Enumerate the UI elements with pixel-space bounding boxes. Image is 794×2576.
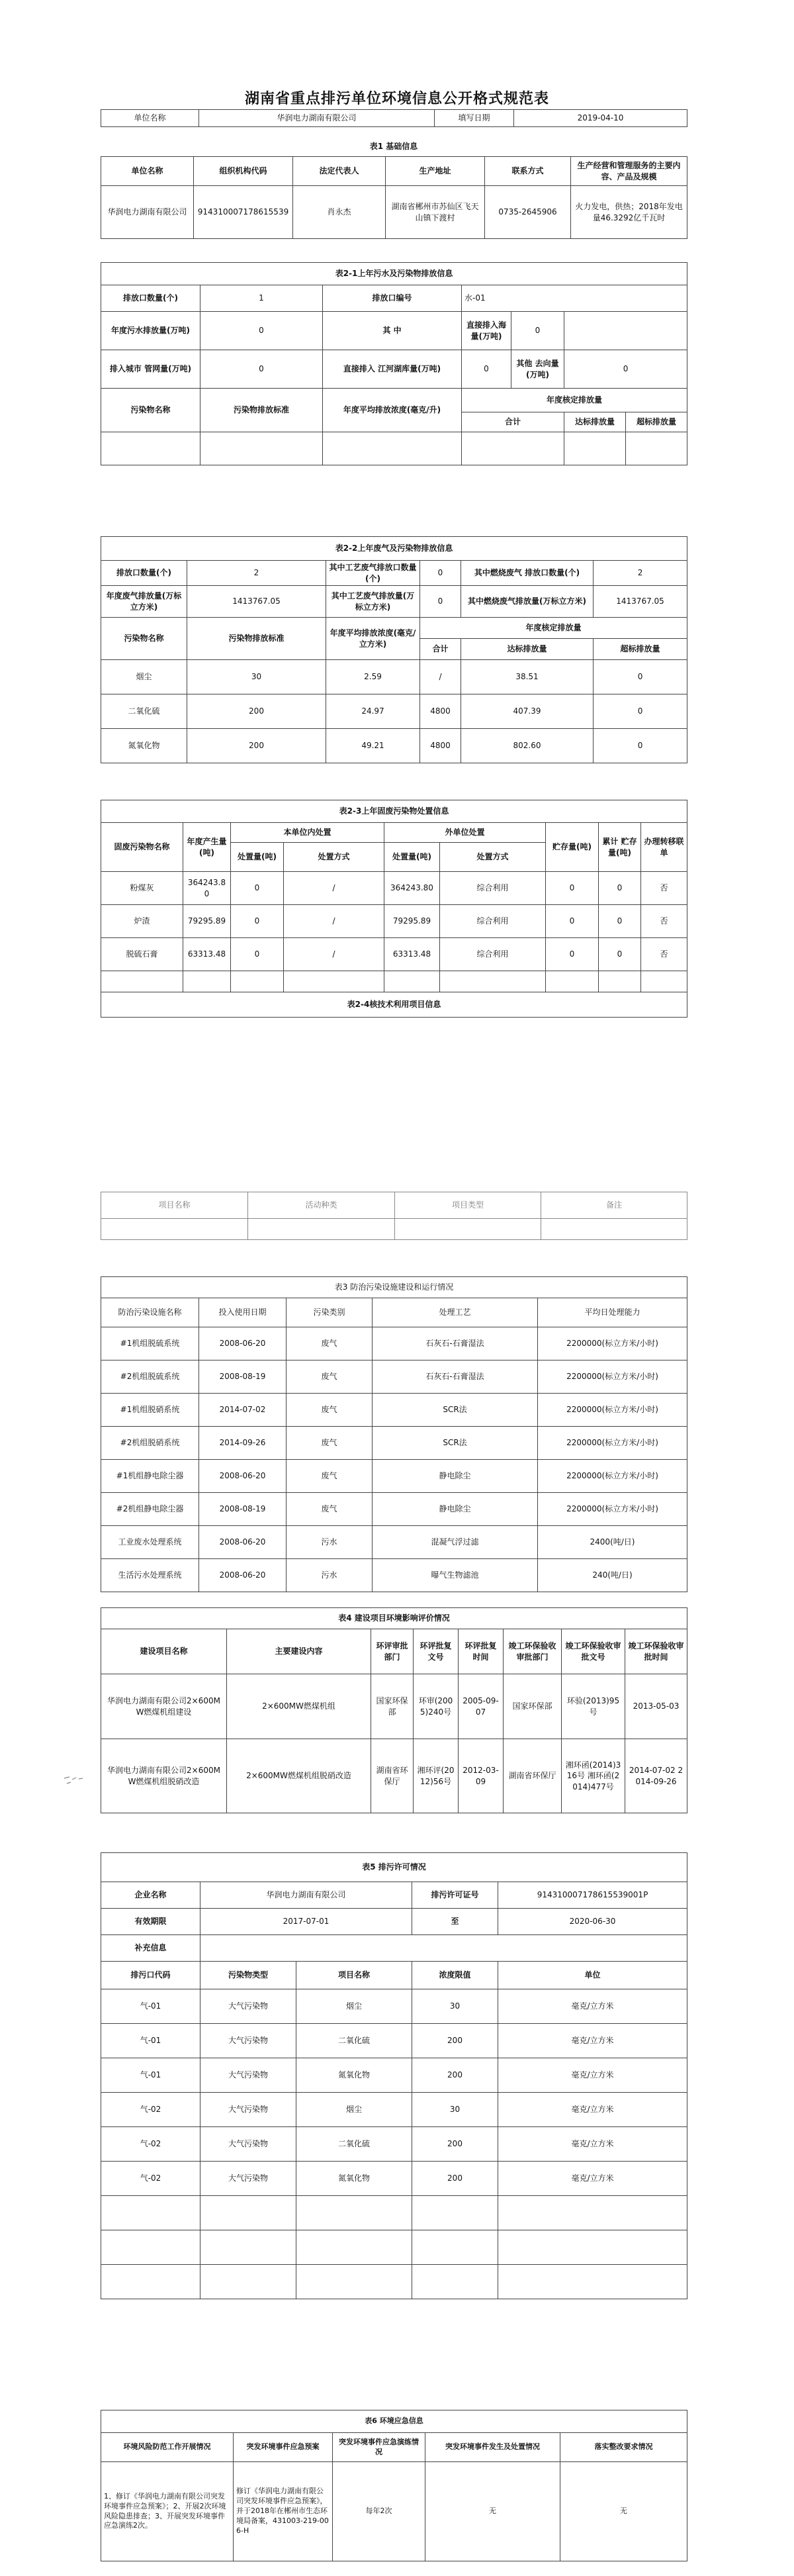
cell: 静电除尘	[373, 1493, 538, 1526]
table-row	[101, 1327, 687, 1360]
table-row	[101, 1493, 687, 1526]
cell: 364243.80	[384, 872, 440, 905]
transfer-form-header: 办理转移联单	[641, 823, 687, 872]
external-disposal-header: 外单位处置	[384, 823, 546, 843]
total-header: 合计	[462, 412, 564, 432]
cell: 2200000(标立方米/小时)	[538, 1493, 687, 1526]
cell: 环审(2005)240号	[414, 1674, 459, 1739]
gas-total-header: 合计	[420, 639, 461, 660]
table-row	[101, 1739, 687, 1813]
cell: 华润电力湖南有限公司2×600MW燃煤机组脱硝改造	[101, 1739, 227, 1813]
cell: 30	[412, 1989, 498, 2024]
cell: 污水	[287, 1526, 373, 1559]
cell: 否	[641, 938, 687, 971]
cell: 200	[412, 2058, 498, 2093]
solid-waste-table	[101, 800, 687, 1018]
table-row	[101, 1427, 687, 1460]
cell: 63313.48	[384, 938, 440, 971]
cell: 200	[412, 2127, 498, 2162]
cell: 2008-08-19	[199, 1493, 287, 1526]
gas-pollutant-header: 污染物名称	[101, 618, 187, 660]
table-row	[101, 660, 687, 694]
fill-date-label: 填写日期	[435, 110, 514, 127]
cell: 毫克/立方米	[498, 2058, 687, 2093]
annual-wastewater-label: 年度污水排放量(万吨)	[101, 312, 200, 350]
table-row	[101, 1526, 687, 1559]
cell: 大气污染物	[200, 2058, 296, 2093]
t1-header: 组织机构代码	[194, 157, 293, 186]
page-title: 湖南省重点排污单位环境信息公开格式规范表	[244, 91, 549, 107]
fuel-outlet-label: 其中燃烧废气 排放口数量(个)	[461, 561, 594, 586]
cell: 混凝气浮过滤	[373, 1526, 538, 1559]
cell: 30	[187, 660, 326, 694]
exhaust-gas-table	[101, 536, 687, 763]
cell: 200	[187, 729, 326, 763]
t1-header: 法定代表人	[293, 157, 386, 186]
table-row	[101, 2162, 687, 2196]
cell: 烟尘	[296, 1989, 412, 2024]
t4-header: 环评批复时间	[459, 1629, 504, 1674]
cell: 综合利用	[440, 872, 546, 905]
cell: 2008-06-20	[199, 1327, 287, 1360]
gas-avg-conc-header: 年度平均排放浓度(毫克/立方米)	[326, 618, 420, 660]
gas-exceed-header: 超标排放量	[594, 639, 687, 660]
table3-caption: 表3 防治污染设施建设和运行情况	[101, 1277, 687, 1298]
t6-header: 突发环境事件应急演练情况	[333, 2433, 425, 2462]
cell: 气-01	[101, 2024, 200, 2058]
gas-outlet-count-value: 2	[187, 561, 326, 586]
gas-approved-header: 年度核定排放量	[420, 618, 687, 639]
basic-info-table	[101, 156, 687, 239]
cell: 大气污染物	[200, 2024, 296, 2058]
cell: 2200000(标立方米/小时)	[538, 1394, 687, 1427]
cell: 2005-09-07	[459, 1674, 504, 1739]
cell: 毫克/立方米	[498, 2024, 687, 2058]
cell: 49.21	[326, 729, 420, 763]
cell: 大气污染物	[200, 2093, 296, 2127]
pollutant-name-header: 污染物名称	[101, 389, 200, 432]
out-way-header: 处置方式	[440, 843, 546, 872]
direct-sea-value: 0	[511, 312, 564, 350]
t3-header: 污染类别	[287, 1298, 373, 1327]
cell: 2008-06-20	[199, 1460, 287, 1493]
cell: 0	[594, 729, 687, 763]
cell: 2200000(标立方米/小时)	[538, 1327, 687, 1360]
cell: 综合利用	[440, 905, 546, 938]
table4-caption: 表4 建设项目环境影响评价情况	[101, 1608, 687, 1629]
table-row	[101, 729, 687, 763]
cumulative-storage-header: 累计 贮存量(吨)	[599, 823, 641, 872]
t4-header: 环评批复文号	[414, 1629, 459, 1674]
cell: /	[284, 905, 384, 938]
table-row	[101, 1989, 687, 2024]
cell: 2×600MW燃煤机组	[227, 1674, 371, 1739]
cell: #1机组脱硫系统	[101, 1327, 199, 1360]
fuel-outlet-value: 2	[594, 561, 687, 586]
process-gas-label: 其中工艺废气排放量(万标立方米)	[326, 586, 420, 618]
t4-header: 竣工环保验收审批文号	[562, 1629, 625, 1674]
unit-name-label: 单位名称	[101, 110, 199, 127]
cell: 湘环函(2014)316号 湘环函(2014)477号	[562, 1739, 625, 1813]
cell: 802.60	[461, 729, 594, 763]
t1-cell: 肖永杰	[293, 186, 386, 239]
validity-label: 有效期限	[101, 1909, 200, 1935]
cell: /	[284, 938, 384, 971]
cell: 脱硫石膏	[101, 938, 183, 971]
standard-header: 污染物排放标准	[200, 389, 323, 432]
gas-outlet-count-label: 排放口数量(个)	[101, 561, 187, 586]
cell: 毫克/立方米	[498, 2162, 687, 2196]
table-row	[101, 1559, 687, 1592]
cell: SCR法	[373, 1394, 538, 1427]
cell: #1机组脱硝系统	[101, 1394, 199, 1427]
wastewater-table	[101, 262, 687, 465]
cell: 曝气生物滤池	[373, 1559, 538, 1592]
cell: 大气污染物	[200, 2162, 296, 2196]
cell: 二氧化硫	[101, 694, 187, 729]
annual-gas-label: 年度废气排放量(万标立方米)	[101, 586, 187, 618]
table5-caption: 表5 排污许可情况	[101, 1853, 687, 1882]
t24-header: 活动种类	[248, 1192, 395, 1219]
incident-text: 无	[425, 2462, 560, 2561]
cell: 2013-05-03	[625, 1674, 687, 1739]
cell: 63313.48	[183, 938, 231, 971]
t3-header: 平均日处理能力	[538, 1298, 687, 1327]
t4-header: 建设项目名称	[101, 1629, 227, 1674]
direct-river-label: 直接排入 江河湖库量(万吨)	[323, 350, 462, 389]
process-outlet-value: 0	[420, 561, 461, 586]
outlet-no-label: 排放口编号	[323, 285, 462, 312]
other-dest-value: 0	[564, 350, 687, 389]
city-pipe-label: 排入城市 管网量(万吨)	[101, 350, 200, 389]
cell: 工业废水处理系统	[101, 1526, 199, 1559]
cell: 0	[231, 872, 284, 905]
table2-2-caption: 表2-2上年废气及污染物排放信息	[101, 537, 687, 561]
table-row	[101, 2024, 687, 2058]
cell: 国家环保部	[371, 1674, 414, 1739]
permit-no-value: 914310007178615539001P	[498, 1882, 687, 1909]
city-pipe-value: 0	[200, 350, 323, 389]
self-disposal-header: 本单位内处置	[231, 823, 384, 843]
cell: 2200000(标立方米/小时)	[538, 1360, 687, 1394]
cell: 烟尘	[296, 2093, 412, 2127]
other-dest-label: 其他 去向量(万吨)	[511, 350, 564, 389]
cell: 二氧化硫	[296, 2024, 412, 2058]
cell: 30	[412, 2093, 498, 2127]
cell: 0	[546, 905, 599, 938]
cell: 综合利用	[440, 938, 546, 971]
cell: 氮氧化物	[296, 2058, 412, 2093]
t1-cell: 914310007178615539	[194, 186, 293, 239]
cell: 污水	[287, 1559, 373, 1592]
table-row	[101, 1674, 687, 1739]
cell: 2012-03-09	[459, 1739, 504, 1813]
cell: 2014-07-02	[199, 1394, 287, 1427]
cell: 华润电力湖南有限公司2×600MW燃煤机组建设	[101, 1674, 227, 1739]
table6-caption: 表6 环境应急信息	[101, 2410, 687, 2433]
table-row	[101, 905, 687, 938]
t4-header: 竣工环保验收审批时间	[625, 1629, 687, 1674]
t1-header: 单位名称	[101, 157, 194, 186]
cell: 烟尘	[101, 660, 187, 694]
t5-header: 污染物类型	[200, 1962, 296, 1989]
cell: 2×600MW燃煤机组脱硝改造	[227, 1739, 371, 1813]
outlet-count-value: 1	[200, 285, 323, 312]
cell: 24.97	[326, 694, 420, 729]
table-row	[101, 938, 687, 971]
cell: #1机组静电除尘器	[101, 1460, 199, 1493]
cell: 407.39	[461, 694, 594, 729]
cell: 2014-09-26	[199, 1427, 287, 1460]
cell: 2008-06-20	[199, 1559, 287, 1592]
t6-header: 突发环境事件发生及处置情况	[425, 2433, 560, 2462]
cell: 0	[594, 694, 687, 729]
gas-compliant-header: 达标排放量	[461, 639, 594, 660]
waste-name-header: 固废污染物名称	[101, 823, 183, 872]
cell: 废气	[287, 1427, 373, 1460]
cell: 4800	[420, 729, 461, 763]
table-row	[101, 2127, 687, 2162]
t5-header: 单位	[498, 1962, 687, 1989]
self-qty-header: 处置量(吨)	[231, 843, 284, 872]
self-way-header: 处置方式	[284, 843, 384, 872]
storage-header: 贮存量(吨)	[546, 823, 599, 872]
cell: 2014-07-02 2014-09-26	[625, 1739, 687, 1813]
cell: /	[420, 660, 461, 694]
cell: #2机组静电除尘器	[101, 1493, 199, 1526]
t6-header: 突发环境事件应急预案	[234, 2433, 333, 2462]
cell: 炉渣	[101, 905, 183, 938]
cell: 生活污水处理系统	[101, 1559, 199, 1592]
direct-river-value: 0	[462, 350, 511, 389]
valid-from-value: 2017-07-01	[200, 1909, 412, 1935]
t4-header: 竣工环保验收审批部门	[504, 1629, 562, 1674]
table-row	[101, 2462, 687, 2561]
cell: 静电除尘	[373, 1460, 538, 1493]
cell: 0	[599, 872, 641, 905]
cell: 石灰石-石膏湿法	[373, 1327, 538, 1360]
outlet-count-label: 排放口数量(个)	[101, 285, 200, 312]
discharge-permit-table	[101, 1852, 687, 2299]
cell: 0	[546, 938, 599, 971]
cell: 国家环保部	[504, 1674, 562, 1739]
nuclear-tech-table	[101, 1192, 687, 1240]
cell: 废气	[287, 1394, 373, 1427]
cell: 氮氧化物	[296, 2162, 412, 2196]
table-row	[101, 1460, 687, 1493]
cell: 废气	[287, 1327, 373, 1360]
table2-1-caption: 表2-1上年污水及污染物排放信息	[101, 263, 687, 285]
gas-standard-header: 污染物排放标准	[187, 618, 326, 660]
table2-4-caption: 表2-4核技术利用项目信息	[101, 992, 687, 1018]
t5-header: 排污口代码	[101, 1962, 200, 1989]
cell: 2200000(标立方米/小时)	[538, 1427, 687, 1460]
cell: #2机组脱硝系统	[101, 1427, 199, 1460]
cell: 气-02	[101, 2127, 200, 2162]
pollution-facility-table	[101, 1276, 687, 1592]
t3-header: 防治污染设施名称	[101, 1298, 199, 1327]
approved-header: 年度核定排放量	[462, 389, 687, 412]
t3-header: 处理工艺	[373, 1298, 538, 1327]
fill-date-value: 2019-04-10	[514, 110, 687, 127]
cell: 粉煤灰	[101, 872, 183, 905]
eia-table	[101, 1607, 687, 1813]
table-row	[101, 694, 687, 729]
permit-no-label: 排污许可证号	[412, 1882, 498, 1909]
cell: 废气	[287, 1360, 373, 1394]
emergency-info-table	[101, 2410, 687, 2561]
avg-conc-header: 年度平均排放浓度(毫克/升)	[323, 389, 462, 432]
cell: 毫克/立方米	[498, 2093, 687, 2127]
cell: 79295.89	[183, 905, 231, 938]
among-label: 其 中	[323, 312, 462, 350]
cell: 0	[231, 905, 284, 938]
table-row	[101, 2058, 687, 2093]
exceed-header: 超标排放量	[626, 412, 687, 432]
t1-cell: 湖南省郴州市苏仙区飞天山镇下渡村	[386, 186, 485, 239]
valid-to-value: 2020-06-30	[498, 1909, 687, 1935]
cell: 废气	[287, 1460, 373, 1493]
cell: 毫克/立方米	[498, 1989, 687, 2024]
t1-cell: 0735-2645906	[485, 186, 571, 239]
cell: 240(吨/日)	[538, 1559, 687, 1592]
cell: 79295.89	[384, 905, 440, 938]
t1-header: 联系方式	[485, 157, 571, 186]
cell: 2008-08-19	[199, 1360, 287, 1394]
cell: 气-01	[101, 1989, 200, 2024]
cell: 湘环评(2012)56号	[414, 1739, 459, 1813]
header-table	[101, 109, 687, 127]
cell: #2机组脱硫系统	[101, 1360, 199, 1394]
process-gas-value: 0	[420, 586, 461, 618]
table1-caption: 表1 基础信息	[369, 142, 418, 151]
risk-prevention-text: 1、修订《华润电力湖南有限公司突发环境事件应急预案》；2、开展2次环境风险隐患排查；3、开展突发环境事件应急演练2次。	[101, 2462, 234, 2561]
cell: /	[284, 872, 384, 905]
t1-header: 生产地址	[386, 157, 485, 186]
drill-text: 每年2次	[333, 2462, 425, 2561]
cell: 2008-06-20	[199, 1526, 287, 1559]
cell: 石灰石-石膏湿法	[373, 1360, 538, 1394]
cell: 二氧化硫	[296, 2127, 412, 2162]
t1-header: 生产经营和管理服务的主要内容、产品及规模	[571, 157, 687, 186]
cell: 废气	[287, 1493, 373, 1526]
annual-gas-value: 1413767.05	[187, 586, 326, 618]
table-row	[101, 2093, 687, 2127]
cell: 2400(吨/日)	[538, 1526, 687, 1559]
fuel-gas-label: 其中燃烧废气排放量(万标立方米)	[461, 586, 594, 618]
cell: 气-02	[101, 2162, 200, 2196]
cell: 否	[641, 905, 687, 938]
cell: 0	[231, 938, 284, 971]
cell: 2.59	[326, 660, 420, 694]
supplement-label: 补充信息	[101, 1935, 200, 1962]
cell: SCR法	[373, 1427, 538, 1460]
cell: 湖南省环保厅	[371, 1739, 414, 1813]
unit-name-value: 华润电力湖南有限公司	[199, 110, 435, 127]
waste-annual-header: 年度产生量(吨)	[183, 823, 231, 872]
process-outlet-label: 其中工艺废气排放口数量(个)	[326, 561, 420, 586]
to-label: 至	[412, 1909, 498, 1935]
cell: 38.51	[461, 660, 594, 694]
cell: 0	[594, 660, 687, 694]
cell: 大气污染物	[200, 2127, 296, 2162]
t6-header: 落实整改要求情况	[560, 2433, 687, 2462]
fuel-gas-value: 1413767.05	[594, 586, 687, 618]
table-row	[101, 872, 687, 905]
company-value: 华润电力湖南有限公司	[200, 1882, 412, 1909]
t3-header: 投入使用日期	[199, 1298, 287, 1327]
direct-sea-label: 直接排入海量(万吨)	[462, 312, 511, 350]
rectification-text: 无	[560, 2462, 687, 2561]
scan-noise-marks	[63, 1769, 109, 1789]
company-label: 企业名称	[101, 1882, 200, 1909]
outlet-no-value: 水-01	[462, 285, 687, 312]
cell: 2200000(标立方米/小时)	[538, 1460, 687, 1493]
cell: 0	[599, 905, 641, 938]
cell: 4800	[420, 694, 461, 729]
t5-header: 项目名称	[296, 1962, 412, 1989]
compliant-header: 达标排放量	[564, 412, 626, 432]
t1-cell: 火力发电，供热；2018年发电量46.3292亿千瓦时	[571, 186, 687, 239]
cell: 200	[187, 694, 326, 729]
t24-header: 项目名称	[101, 1192, 248, 1219]
cell: 湖南省环保厅	[504, 1739, 562, 1813]
out-qty-header: 处置量(吨)	[384, 843, 440, 872]
t6-header: 环境风险防范工作开展情况	[101, 2433, 234, 2462]
cell: 环验(2013)95号	[562, 1674, 625, 1739]
t1-cell: 华润电力湖南有限公司	[101, 186, 194, 239]
cell: 气-02	[101, 2093, 200, 2127]
t4-header: 主要建设内容	[227, 1629, 371, 1674]
emergency-plan-text: 修订《华润电力湖南有限公司突发环境事件应急预案》，并于2018年在郴州市生态环境局备案，431003-219-006-H	[234, 2462, 333, 2561]
cell: 气-01	[101, 2058, 200, 2093]
table-row	[101, 1360, 687, 1394]
table2-3-caption: 表2-3上年固废污染物处置信息	[101, 800, 687, 823]
cell: 否	[641, 872, 687, 905]
cell: 0	[599, 938, 641, 971]
t24-header: 备注	[541, 1192, 687, 1219]
t4-header: 环评审批部门	[371, 1629, 414, 1674]
annual-wastewater-value: 0	[200, 312, 323, 350]
cell: 0	[546, 872, 599, 905]
t5-header: 浓度限值	[412, 1962, 498, 1989]
cell: 200	[412, 2162, 498, 2196]
t24-header: 项目类型	[395, 1192, 541, 1219]
cell: 364243.80	[183, 872, 231, 905]
table-row	[101, 1394, 687, 1427]
cell: 大气污染物	[200, 1989, 296, 2024]
cell: 毫克/立方米	[498, 2127, 687, 2162]
cell: 200	[412, 2024, 498, 2058]
cell: 氮氧化物	[101, 729, 187, 763]
